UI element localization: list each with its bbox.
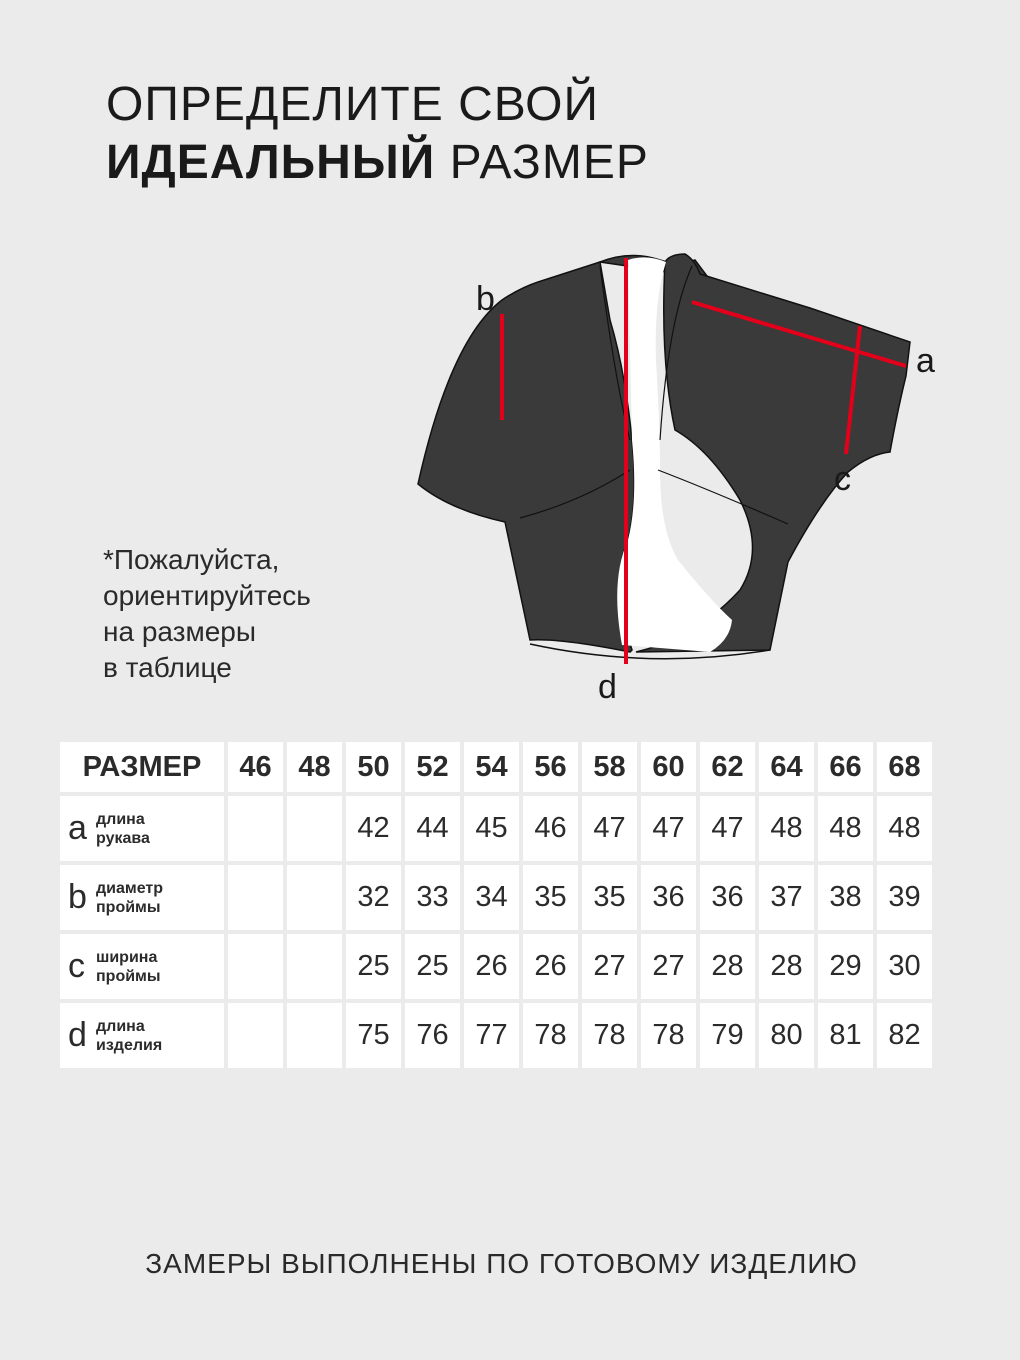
label-a: a: [916, 342, 935, 380]
measure-value-cell: [228, 1003, 283, 1068]
measure-value-cell: [287, 796, 342, 861]
size-table: [56, 738, 936, 1072]
title-line-1: ОПРЕДЕЛИТЕ СВОЙ: [106, 78, 599, 131]
size-header-row: [60, 742, 932, 792]
title-line-2: [106, 134, 649, 192]
size-header-cell: 54: [464, 742, 519, 792]
measure-letter: c: [68, 947, 85, 985]
measure-value-cell: [228, 796, 283, 861]
measure-value-cell: 76: [405, 1003, 460, 1068]
measure-label: [60, 1016, 224, 1055]
measure-value-cell: 47: [641, 796, 696, 861]
measure-row-c: [60, 934, 932, 999]
page-title: [106, 76, 649, 192]
measure-value-cell: 48: [877, 796, 932, 861]
measure-value-cell: 45: [464, 796, 519, 861]
size-header-cell: 66: [818, 742, 873, 792]
measure-desc-line-2: изделия: [96, 1036, 163, 1054]
measure-description: [96, 879, 163, 917]
measure-value-cell: 36: [700, 865, 755, 930]
measure-desc-line-1: ширина: [96, 948, 158, 966]
measure-value-cell: [287, 865, 342, 930]
size-header-cell: 48: [287, 742, 342, 792]
measure-desc-line-1: диаметр: [96, 879, 164, 897]
measure-description: [96, 948, 161, 986]
size-header-cell: 68: [877, 742, 932, 792]
measure-letter: b: [68, 878, 87, 916]
measure-value-cell: 48: [818, 796, 873, 861]
measure-value-cell: 80: [759, 1003, 814, 1068]
measure-value-cell: 32: [346, 865, 401, 930]
measure-row-a: [60, 796, 932, 861]
measure-value-cell: 27: [582, 934, 637, 999]
label-d: d: [598, 668, 617, 706]
measure-letter: a: [68, 809, 87, 847]
measure-value-cell: 79: [700, 1003, 755, 1068]
measure-label: [60, 878, 224, 917]
label-c: c: [834, 460, 851, 498]
measure-value-cell: 25: [346, 934, 401, 999]
measure-value-cell: 28: [700, 934, 755, 999]
measure-value-cell: 29: [818, 934, 873, 999]
measure-value-cell: 47: [700, 796, 755, 861]
measure-value-cell: 34: [464, 865, 519, 930]
size-header-label: РАЗМЕР: [60, 742, 224, 792]
measure-value-cell: [228, 934, 283, 999]
garment-diagram: [410, 240, 950, 710]
measure-row-head: [60, 1003, 224, 1068]
measure-row-head: [60, 934, 224, 999]
measure-row-b: [60, 865, 932, 930]
measure-label: [60, 947, 224, 986]
size-header-cell: 64: [759, 742, 814, 792]
measure-value-cell: 39: [877, 865, 932, 930]
size-header-cell: 50: [346, 742, 401, 792]
note-line-3: на размеры: [103, 616, 257, 647]
measure-desc-line-2: проймы: [96, 967, 161, 985]
measure-value-cell: 81: [818, 1003, 873, 1068]
measure-value-cell: 82: [877, 1003, 932, 1068]
measure-value-cell: 46: [523, 796, 578, 861]
note-line-2: ориентируйтесь: [103, 580, 311, 611]
size-header-cell: 46: [228, 742, 283, 792]
title-bold-word: ИДЕАЛЬНЫЙ: [106, 136, 436, 189]
measure-row-d: [60, 1003, 932, 1068]
measure-description: [96, 810, 150, 848]
size-note: [103, 542, 311, 686]
title-rest-word: РАЗМЕР: [449, 136, 649, 189]
measure-value-cell: 75: [346, 1003, 401, 1068]
measure-value-cell: 47: [582, 796, 637, 861]
measure-value-cell: 33: [405, 865, 460, 930]
size-header-cell: 60: [641, 742, 696, 792]
measure-value-cell: [228, 865, 283, 930]
measure-row-head: [60, 865, 224, 930]
measure-value-cell: 25: [405, 934, 460, 999]
size-header-cell: 62: [700, 742, 755, 792]
measure-value-cell: 38: [818, 865, 873, 930]
measure-desc-line-2: рукава: [96, 829, 150, 847]
measure-value-cell: 77: [464, 1003, 519, 1068]
size-header-cell: 58: [582, 742, 637, 792]
measure-value-cell: 35: [523, 865, 578, 930]
measure-value-cell: 27: [641, 934, 696, 999]
measure-desc-line-1: длина: [96, 1017, 145, 1035]
note-line-4: в таблице: [103, 652, 232, 683]
measure-description: [96, 1017, 162, 1055]
label-b: b: [476, 280, 495, 318]
measure-value-cell: 35: [582, 865, 637, 930]
size-header-cell: 56: [523, 742, 578, 792]
measure-desc-line-2: проймы: [96, 898, 161, 916]
measure-value-cell: 48: [759, 796, 814, 861]
measure-label: [60, 809, 224, 848]
measure-value-cell: 28: [759, 934, 814, 999]
measure-value-cell: [287, 1003, 342, 1068]
measure-letter: d: [68, 1016, 87, 1054]
measure-value-cell: 30: [877, 934, 932, 999]
measure-value-cell: 42: [346, 796, 401, 861]
measure-value-cell: 78: [523, 1003, 578, 1068]
measure-value-cell: 36: [641, 865, 696, 930]
size-header-cell: 52: [405, 742, 460, 792]
note-line-1: *Пожалуйста,: [103, 544, 280, 575]
measure-value-cell: 26: [464, 934, 519, 999]
measure-desc-line-1: длина: [96, 810, 145, 828]
measure-value-cell: 26: [523, 934, 578, 999]
measure-value-cell: 44: [405, 796, 460, 861]
measure-value-cell: [287, 934, 342, 999]
footer-note: ЗАМЕРЫ ВЫПОЛНЕНЫ ПО ГОТОВОМУ ИЗДЕЛИЮ: [145, 1248, 858, 1279]
garment-left-panel: [418, 262, 634, 652]
measure-row-head: [60, 796, 224, 861]
measure-value-cell: 37: [759, 865, 814, 930]
measure-value-cell: 78: [641, 1003, 696, 1068]
measure-value-cell: 78: [582, 1003, 637, 1068]
